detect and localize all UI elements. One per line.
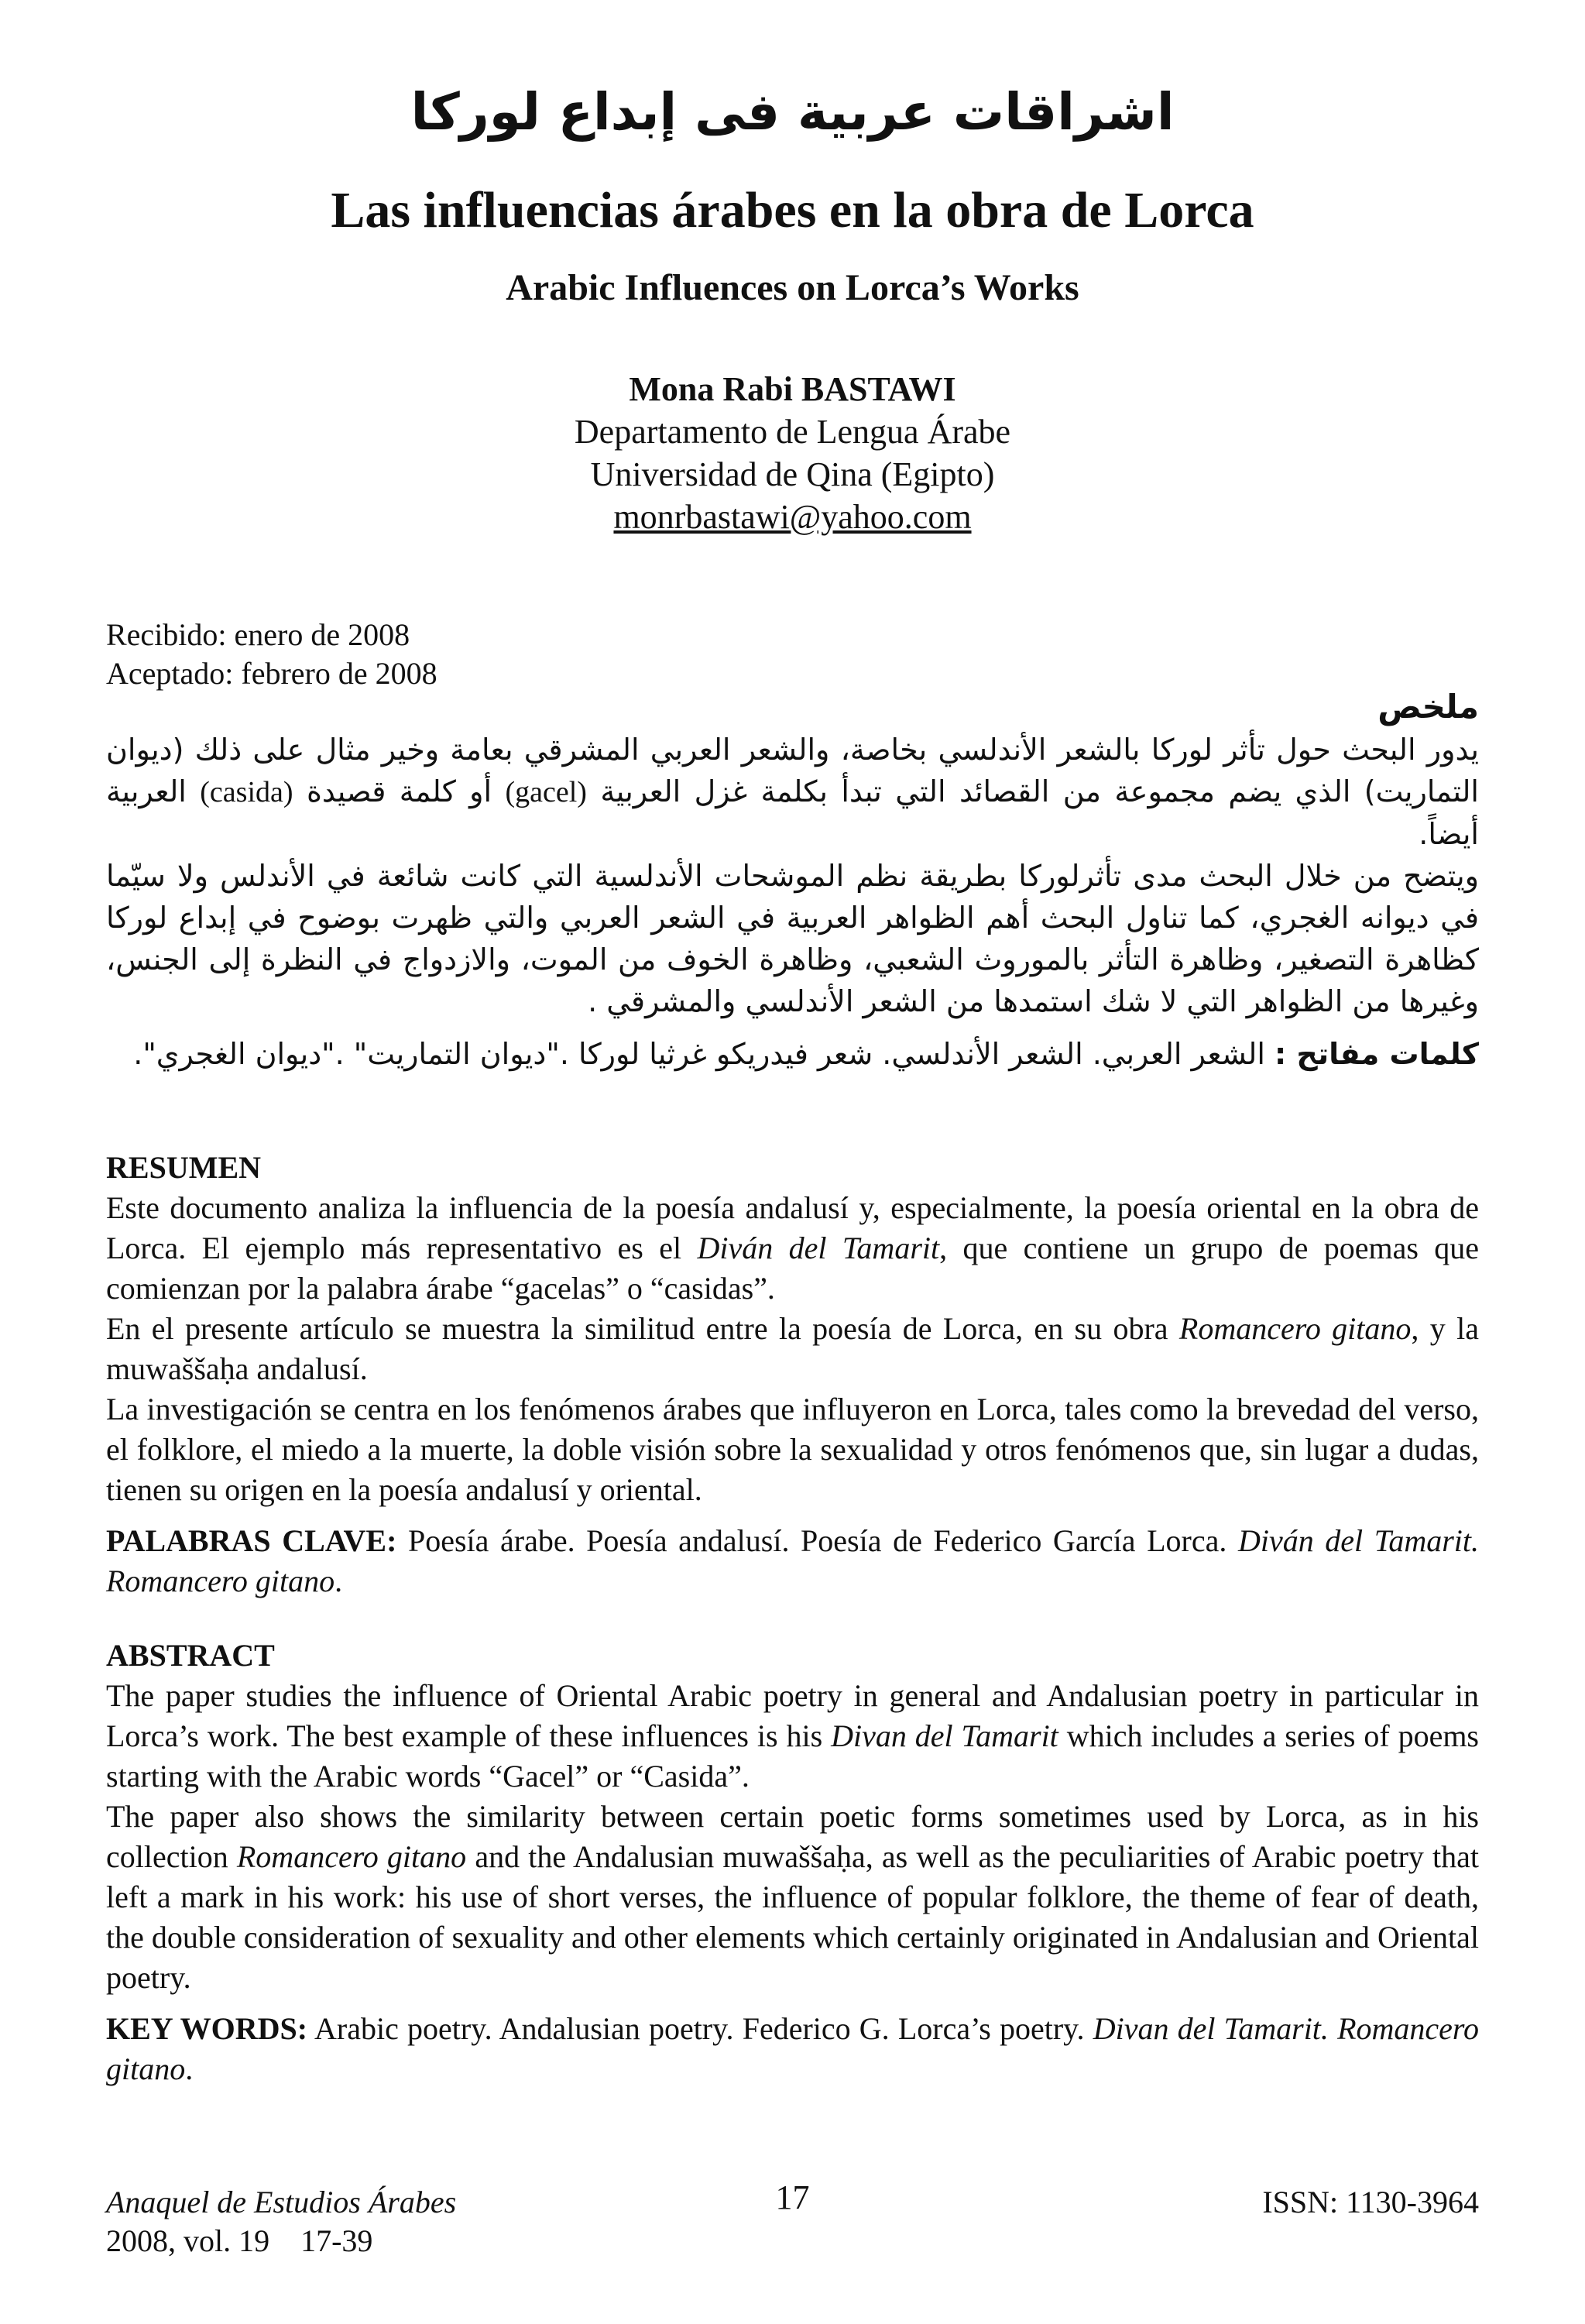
arabic-abstract-paragraph-1 [106, 729, 1479, 855]
date-received: Recibido: enero de 2008 [106, 617, 410, 652]
text: . [185, 2051, 194, 2086]
text: Arabic poetry. Andalusian poetry. Federico G. Lorca’s poetry. [307, 2011, 1093, 2046]
title-spanish: Las influencias árabes en la obra de Lorca [331, 182, 1254, 239]
arabic-keywords-list: الشعر العربي. الشعر الأندلسي. شعر فيدريكو غرثيا لوركا ."ديوان التماريت" ."ديوان الغجري". [133, 1037, 1265, 1071]
issn: ISSN: 1130-3964 [1262, 2185, 1479, 2219]
term-gacel: (gacel) [505, 776, 587, 808]
author-email-link[interactable]: monrbastawi@yahoo.com [613, 498, 972, 536]
abstract-paragraph-2 [106, 1797, 1479, 1998]
resumen-paragraph-3: La investigación se centra en los fenómenos árabes que influyeron en Lorca, tales como la brevedad del verso, el folklore, el miedo a la muerte, la doble visión sobre la sexualidad y otros fenómenos que, sin lugar a dudas, tienen su origen en la poesía andalusí y oriental. [106, 1392, 1479, 1507]
submission-dates [106, 616, 437, 693]
work-title: Romancero gitano [236, 1839, 467, 1874]
text: The paper also shows the similarity between certain poetic forms sometimes used by Lorca, as in his collection [106, 1799, 1479, 1874]
resumen-heading: RESUMEN [106, 1150, 262, 1185]
arabic-text: أو كلمة قصيدة [306, 774, 492, 808]
resumen-section [106, 1148, 1479, 1601]
arabic-keywords-label: كلمات مفاتح : [1275, 1037, 1479, 1071]
author-university: Universidad de Qina (Egipto) [590, 455, 995, 493]
text: The paper studies the influence of Oriental Arabic poetry in general and Andalusian poetry in particular in Lorca’s work. The best example of these influences is his [106, 1678, 1479, 1753]
text: , que contiene un grupo de poemas que comienzan por la palabra árabe “gacelas” o “casidas”. [106, 1231, 1480, 1306]
author-department: Departamento de Lengua Árabe [574, 413, 1011, 451]
arabic-text: العربية أيضاً. [106, 774, 1479, 851]
journal-name: Anaquel de Estudios Árabes [106, 2185, 457, 2219]
work-title: Divan del Tamarit [831, 1718, 1058, 1753]
abstract-heading: ABSTRACT [106, 1638, 275, 1673]
arabic-text: يدور البحث حول تأثر لوركا بالشعر الأندلسي بخاصة، والشعر العربي المشرقي بعامة وخير مثال على ذلك (ديوان التماريت) الذي يضم مجموعة من القصائد التي تبدأ بكلمة غزل العربية [106, 733, 1479, 808]
term-casida: (casida) [200, 776, 293, 808]
title-english: Arabic Influences on Lorca’s Works [506, 267, 1079, 308]
text: En el presente artículo se muestra la similitud entre la poesía de Lorca, en su obra [106, 1311, 1179, 1346]
text: and the Andalusian muwaššaḥa, as well as the peculiarities of Arabic poetry that left a mark in his work: his use of short verses, the influence of popular folklore, the theme of fear of death, the double consideration of sexuality and other elements which certainly originated in Andalusian and Oriental poetry. [106, 1839, 1480, 1995]
abstract-paragraph-1 [106, 1676, 1479, 1797]
arabic-abstract-heading: ملخص [1377, 688, 1479, 726]
page-number: 17 [775, 2178, 810, 2216]
text: . [334, 1564, 343, 1598]
work-title: Diván del Tamarit [697, 1231, 940, 1265]
text: which includes a series of poems starting with the Arabic words “Gacel” or “Casida”. [106, 1718, 1480, 1794]
text: Poesía árabe. Poesía andalusí. Poesía de Federico García Lorca. [396, 1523, 1238, 1558]
palabras-clave [106, 1521, 1479, 1601]
text: , y la muwaššaḥa andalusí. [106, 1311, 1479, 1386]
text: Este documento analiza la influencia de la poesía andalusí y, especialmente, la poesía oriental en la obra de Lorca. El ejemplo más representativo es el [106, 1190, 1479, 1265]
resumen-paragraph-1 [106, 1188, 1479, 1309]
arabic-abstract [106, 685, 1479, 1075]
palabras-clave-label: PALABRAS CLAVE: [106, 1523, 397, 1558]
journal-volume: 2008, vol. 19 17-39 [106, 2223, 373, 2258]
title-arabic: اشراقات عربية فى إبداع لوركا [410, 82, 1175, 142]
work-title: Diván del Tamarit. Romancero gitano [106, 1523, 1479, 1598]
arabic-abstract-paragraph-2: ويتضح من خلال البحث مدى تأثرلوركا بطريقة نظم الموشحات الأندلسية التي كانت شائعة في الأندلس ولا سيّما في ديوانه الغجري، كما تناول البحث أهم الظواهر العربية في الشعر العربي والتي ظهرت بوضوح في إبداع لوركا كظاهرة التصغير، وظاهرة التأثر بالموروث الشعبي، وظاهرة الخوف من الموت، والازدواج في النظرة إلى الجنس، وغيرها من الظواهر التي لا شك استمدها من الشعر الأندلسي والمشرقي . [106, 859, 1479, 1018]
arabic-keywords [106, 1033, 1479, 1075]
author-name: Mona Rabi BASTAWI [629, 370, 956, 408]
work-title: Divan del Tamarit. Romancero gitano [106, 2011, 1479, 2086]
author-block [0, 368, 1585, 538]
abstract-section [106, 1636, 1479, 2089]
resumen-paragraph-2 [106, 1309, 1479, 1389]
key-words [106, 2009, 1479, 2089]
key-words-label: KEY WORDS: [106, 2011, 308, 2046]
work-title: Romancero gitano [1178, 1311, 1412, 1346]
date-accepted: Aceptado: febrero de 2008 [106, 656, 437, 691]
